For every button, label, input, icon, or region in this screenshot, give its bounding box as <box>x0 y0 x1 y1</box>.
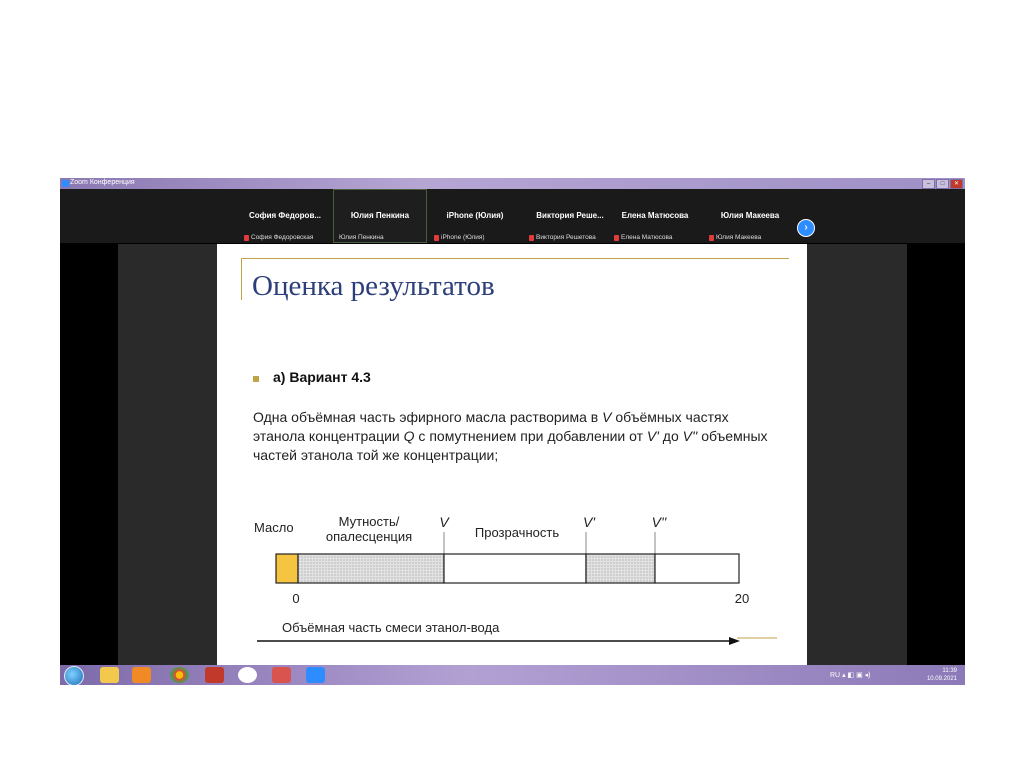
media-player-icon[interactable] <box>132 667 151 683</box>
participant-name: Виктория Реше... <box>536 211 604 220</box>
transparency-label: Прозрачность <box>474 525 560 540</box>
mic-muted-icon <box>709 235 714 241</box>
app-icon[interactable] <box>205 667 224 683</box>
participant-tile-active[interactable] <box>333 189 427 243</box>
mark-v-double-prime: V'' <box>651 514 667 530</box>
mic-muted-icon <box>614 235 619 241</box>
window-controls <box>922 179 963 189</box>
participant-tile[interactable] <box>238 189 332 243</box>
language-indicator[interactable]: RU <box>830 672 841 679</box>
axis-end-label: 20 <box>734 591 750 606</box>
mark-v: V <box>439 514 449 530</box>
mic-muted-icon <box>529 235 534 241</box>
zoom-taskbar-icon[interactable] <box>306 667 325 683</box>
solubility-diagram <box>217 244 807 685</box>
presentation-app-icon[interactable] <box>272 667 291 683</box>
turbidity-segment-2 <box>586 554 655 583</box>
participant-name: Юлия Макеева <box>720 211 780 220</box>
zoom-window <box>60 178 965 685</box>
participant-label: Юлия Макеева <box>709 234 761 241</box>
axis-start-label: 0 <box>292 591 300 606</box>
participant-label: Елена Матюсова <box>614 234 673 241</box>
oil-label: Масло <box>254 520 294 535</box>
end-segment <box>655 554 739 583</box>
start-button-icon[interactable] <box>64 666 84 685</box>
clock[interactable] <box>927 667 957 683</box>
slide-paragraph: Одна объёмная часть эфирного масла растворима в V объёмных частях этанола концентрации Q с помутнением при добавлении от V' до V'' объемных частей этанола той же концентрации; <box>253 409 768 463</box>
mic-muted-icon <box>244 235 249 241</box>
title-bar <box>60 178 965 189</box>
slide-bullet-text: а) Вариант 4.3 <box>273 369 371 385</box>
participant-tile[interactable] <box>428 189 522 243</box>
participant-name: Юлия Пенкина <box>350 211 410 220</box>
participant-label: iPhone (Юлия) <box>434 234 485 241</box>
participant-gallery <box>60 189 965 243</box>
participant-name: iPhone (Юлия) <box>446 211 504 220</box>
participant-label: Виктория Решетова <box>529 234 596 241</box>
participant-name: Елена Матюсова <box>621 211 689 220</box>
file-explorer-icon[interactable] <box>100 667 119 683</box>
clock-time: 11:39 <box>942 668 957 674</box>
minimize-button[interactable]: – <box>922 179 935 189</box>
turbidity-label: опалесценция <box>325 529 413 544</box>
close-button[interactable]: ✕ <box>950 179 963 189</box>
clock-date: 10.09.2021 <box>926 676 957 682</box>
participant-label: Юлия Пенкина <box>339 234 384 241</box>
participant-label: София Федоровская <box>244 234 313 241</box>
yandex-browser-icon[interactable] <box>238 667 257 683</box>
windows-taskbar <box>60 665 965 685</box>
transparency-segment <box>444 554 586 583</box>
participant-name: София Федоров... <box>248 211 322 220</box>
participant-tile[interactable] <box>608 189 702 243</box>
maximize-button[interactable]: □ <box>936 179 949 189</box>
oil-segment <box>276 554 298 583</box>
participant-tile[interactable] <box>523 189 617 243</box>
axis-caption: Объёмная часть смеси этанол-вода <box>282 620 500 635</box>
chevron-right-icon[interactable]: › <box>797 219 815 237</box>
mark-v-prime: V' <box>582 514 596 530</box>
turbidity-segment <box>298 554 444 583</box>
window-title: Zoom Конференция <box>70 179 135 186</box>
presentation-slide <box>217 244 807 685</box>
system-tray: RU ▴ ◧ ▣ ◂) <box>830 672 871 679</box>
turbidity-label: Мутность/ <box>338 514 400 529</box>
chrome-icon[interactable] <box>170 667 189 683</box>
zoom-app-icon <box>62 180 69 187</box>
participant-tile[interactable] <box>703 189 797 243</box>
slide-title: Оценка результатов <box>252 270 495 302</box>
mic-muted-icon <box>434 235 439 241</box>
